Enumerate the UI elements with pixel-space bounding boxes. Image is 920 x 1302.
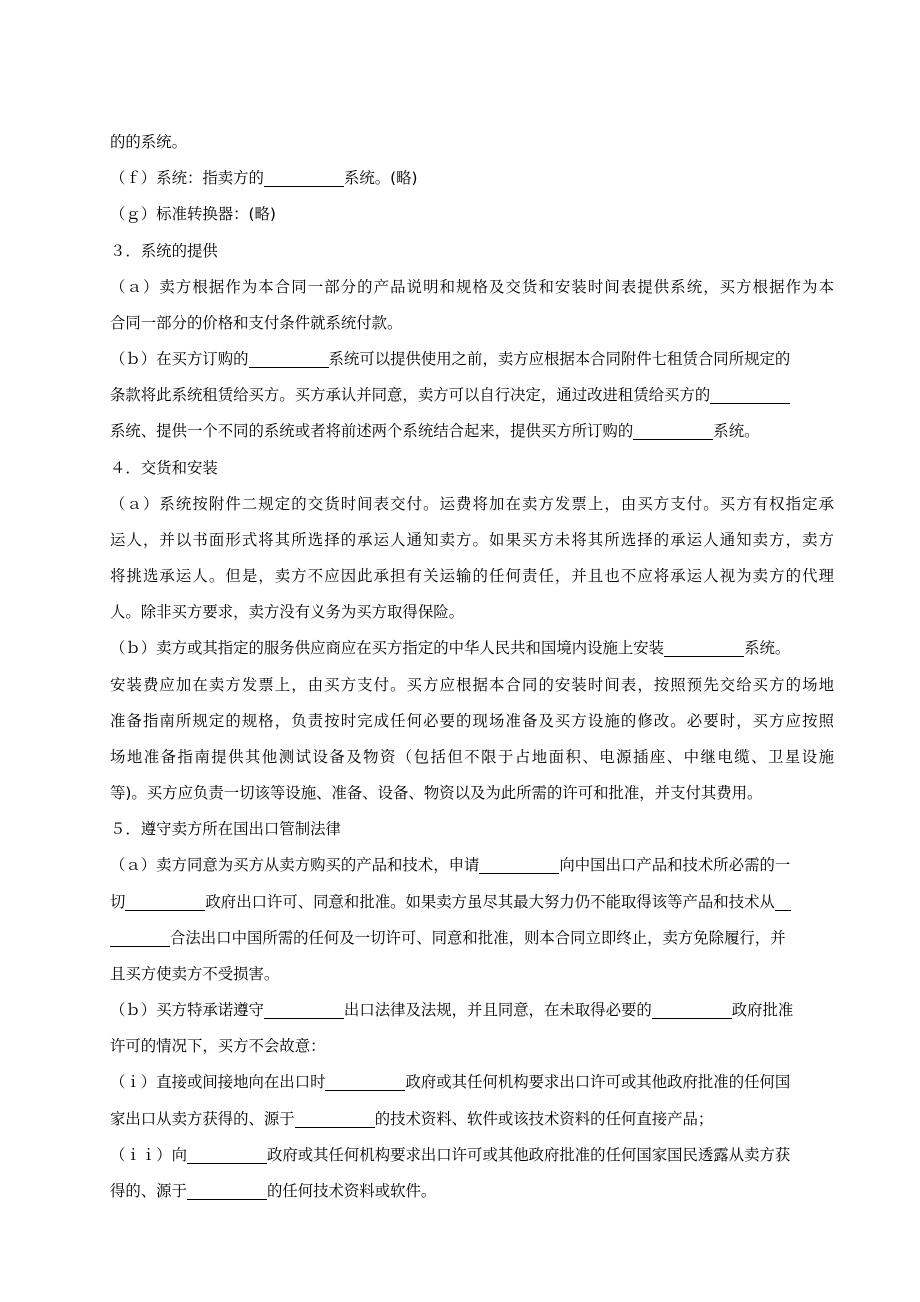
paragraph-line: 等)。买方应负责一切该等设施、准备、设备、物资以及为此所需的许可和批准，并支付其费用。: [110, 784, 763, 802]
paragraph-line: [110, 884, 834, 920]
text-segment: 政府批准: [731, 1001, 794, 1019]
text-segment: 的技术资料、软件或该技术资料的任何直接产品；: [374, 1110, 714, 1128]
text-segment: （ａ）卖方同意为买方从卖方购买的产品和技术，申请: [110, 856, 480, 874]
paragraph-line: 运人，并以书面形式将其所选择的承运人通知卖方。如果买方未将其所选择的承运人通知卖方，卖方: [110, 531, 834, 549]
paragraph-line: （ｇ）标准转换器：(略): [110, 205, 276, 223]
fill-in-blank[interactable]: [249, 351, 329, 368]
text-segment: 家出口从卖方获得的、源于: [110, 1110, 295, 1128]
fill-in-blank[interactable]: [264, 170, 344, 187]
paragraph-line: 将挑选承运人。但是，卖方不应因此承担有关运输的任何责任，并且也不应将承运人视为卖方的代理: [110, 567, 834, 585]
text-segment: 切: [110, 893, 126, 911]
fill-in-blank[interactable]: [664, 640, 744, 657]
paragraph-line: 且买方使卖方不受损害。: [110, 965, 280, 983]
text-segment: 出口法律及法规，并且同意，在未取得必要的: [343, 1001, 652, 1019]
text-segment: 系统可以提供使用之前，卖方应根据本合同附件七租赁合同所规定的: [328, 350, 791, 368]
fill-in-blank[interactable]: [187, 1183, 267, 1200]
paragraph-line: [110, 160, 834, 196]
section-heading: ３．系统的提供: [110, 242, 218, 260]
paragraph-line: 安装费应加在卖方发票上，由买方支付。买方应根据本合同的安装时间表，按照预先交给买方的场地: [110, 676, 834, 694]
text-segment: 系统、提供一个不同的系统或者将前述两个系统结合起来，提供买方所订购的: [110, 422, 634, 440]
fill-in-blank[interactable]: [187, 1147, 267, 1164]
fill-in-blank[interactable]: [652, 1002, 732, 1019]
text-segment: 政府或其任何机构要求出口许可或其他政府批准的任何国家国民透露从卖方获: [266, 1146, 791, 1164]
text-segment: （ｉ）直接或间接地向在出口时: [110, 1073, 326, 1091]
paragraph-line: [110, 1064, 834, 1100]
paragraph-line: [110, 341, 834, 377]
paragraph-line: 许可的情况下，买方不会故意：: [110, 1037, 326, 1055]
fill-in-blank[interactable]: [264, 1002, 344, 1019]
section-heading: ５．遵守卖方所在国出口管制法律: [110, 820, 341, 838]
fill-in-blank[interactable]: [775, 894, 791, 911]
paragraph-line: [110, 413, 834, 449]
fill-in-blank[interactable]: [325, 1074, 405, 1091]
text-segment: （ｆ）系统：指卖方的: [110, 169, 264, 187]
fill-in-blank[interactable]: [633, 423, 713, 440]
fill-in-blank[interactable]: [110, 930, 170, 947]
paragraph-line: [110, 630, 834, 666]
paragraph-line: [110, 992, 834, 1028]
paragraph-line: [110, 1101, 834, 1137]
fill-in-blank[interactable]: [295, 1111, 375, 1128]
paragraph-line: 准备指南所规定的规格，负责按时完成任何必要的现场准备及买方设施的修改。必要时，买方应按照: [110, 712, 834, 730]
fill-in-blank[interactable]: [710, 387, 790, 404]
paragraph-line: （ａ）卖方根据作为本合同一部分的产品说明和规格及交货和安装时间表提供系统，买方根据作为本: [110, 278, 834, 296]
paragraph-line: 场地准备指南提供其他测试设备及物资（包括但不限于占地面积、电源插座、中继电缆、卫星设施: [110, 748, 834, 766]
text-segment: （ｂ）买方特承诺遵守: [110, 1001, 264, 1019]
text-segment: （ｂ）在买方订购的: [110, 350, 249, 368]
paragraph-line: [110, 847, 834, 883]
paragraph-line: [110, 1173, 834, 1209]
text-segment: 合法出口中国所需的任何及一切许可、同意和批准，则本合同立即终止，卖方免除履行，并: [170, 929, 786, 947]
text-segment: （ｉｉ）向: [110, 1146, 187, 1164]
text-segment: 系统。(略): [343, 169, 418, 187]
paragraph-line: 的的系统。: [110, 133, 187, 151]
paragraph-line: [110, 920, 834, 956]
text-segment: 条款将此系统租赁给买方。买方承认并同意，卖方可以自行决定，通过改进租赁给买方的: [110, 386, 711, 404]
text-segment: （ｂ）卖方或其指定的服务供应商应在买方指定的中华人民共和国境内设施上安装: [110, 639, 665, 657]
text-segment: 系统。: [713, 422, 760, 440]
paragraph-line: 合同一部分的价格和支付条件就系统付款。: [110, 314, 403, 332]
text-segment: 得的、源于: [110, 1182, 187, 1200]
fill-in-blank[interactable]: [125, 894, 205, 911]
paragraph-line: 人。除非买方要求，卖方没有义务为买方取得保险。: [110, 603, 464, 621]
text-segment: 系统。: [744, 639, 791, 657]
text-segment: 的任何技术资料或软件。: [266, 1182, 437, 1200]
text-segment: 政府出口许可、同意和批准。如果卖方虽尽其最大努力仍不能取得该等产品和技术从: [205, 893, 775, 911]
text-segment: 政府或其任何机构要求出口许可或其他政府批准的任何国: [405, 1073, 791, 1091]
section-heading: ４．交货和安装: [110, 459, 218, 477]
text-segment: 向中国出口产品和技术所必需的一: [559, 856, 791, 874]
paragraph-line: （ａ）系统按附件二规定的交货时间表交付。运费将加在卖方发票上，由买方支付。买方有权指定承: [110, 495, 834, 513]
paragraph-line: [110, 1137, 834, 1173]
paragraph-line: [110, 377, 834, 413]
fill-in-blank[interactable]: [479, 857, 559, 874]
